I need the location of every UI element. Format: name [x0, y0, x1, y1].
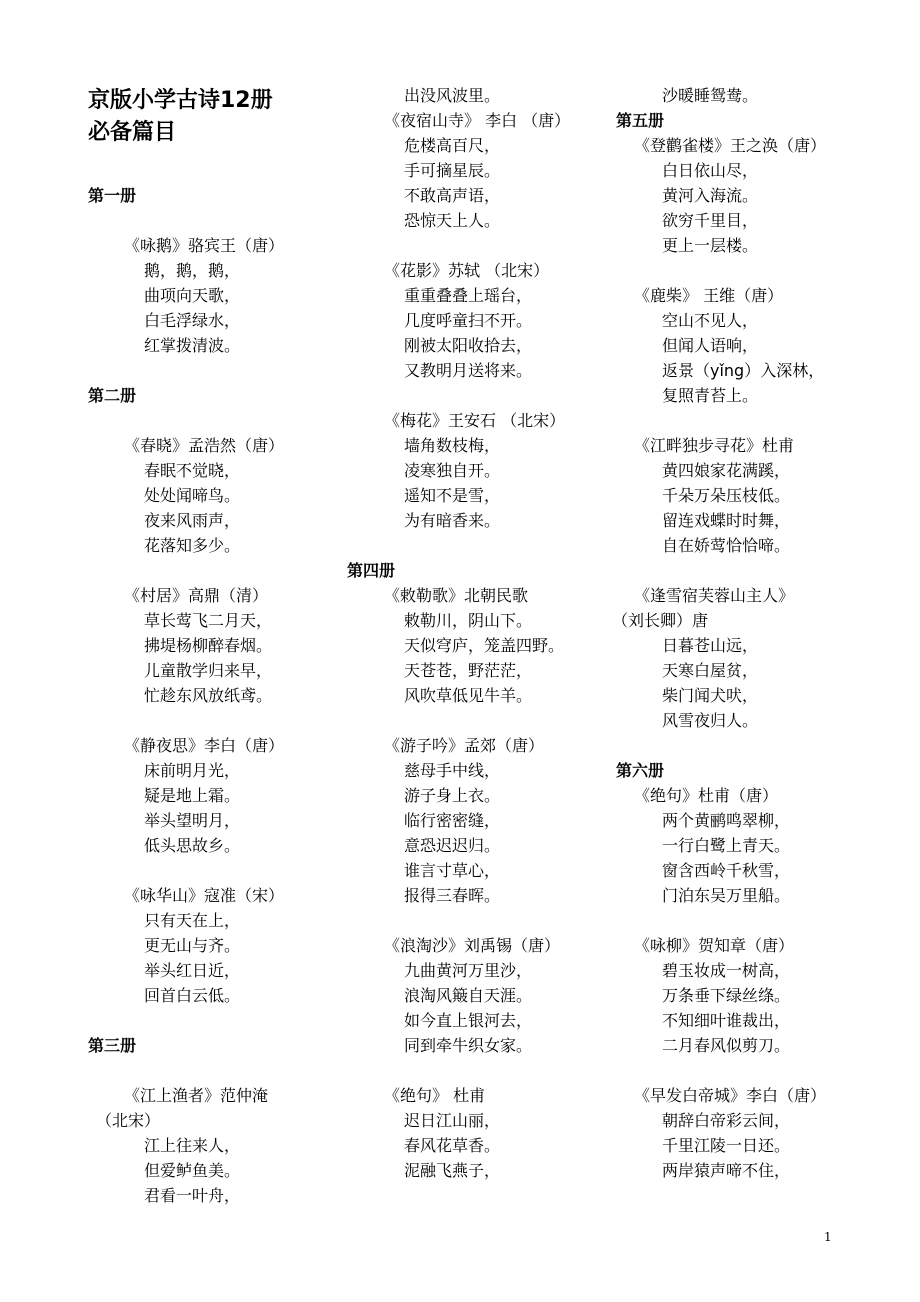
- poem-line: 不敢高声语，: [404, 186, 501, 205]
- poem-line: 二月春风似剪刀。: [662, 1036, 791, 1055]
- poem-line: 曲项向天歌，: [144, 286, 241, 305]
- section-label: 第四册: [347, 561, 396, 580]
- poem-heading: （刘长卿）唐: [612, 611, 709, 630]
- poem-heading: 《逢雪宿芙蓉山主人》: [634, 586, 795, 605]
- document-title-line-1: 京版小学古诗12册: [88, 88, 273, 113]
- poem-line: 只有天在上，: [144, 911, 241, 930]
- section-label: 第二册: [88, 386, 137, 405]
- poem-line: 两岸猿声啼不住，: [662, 1161, 791, 1180]
- poem-line: 千朵万朵压枝低。: [662, 486, 791, 505]
- poem-line: 万条垂下绿丝绦。: [662, 986, 791, 1005]
- poem-line: 两个黄鹂鸣翠柳，: [662, 811, 791, 830]
- poem-line: 复照青苔上。: [662, 386, 759, 405]
- poem-line: 春风花草香。: [404, 1136, 501, 1155]
- poem-line: 黄四娘家花满蹊，: [662, 461, 791, 480]
- page-number: 1: [824, 1230, 832, 1244]
- poem-line: 九曲黄河万里沙，: [404, 961, 533, 980]
- poem-line: 留连戏蝶时时舞，: [662, 511, 791, 530]
- poem-line: 重重叠叠上瑶台，: [404, 286, 533, 305]
- poem-line: 泥融飞燕子，: [404, 1161, 501, 1180]
- poem-line: 处处闻啼鸟。: [144, 486, 241, 505]
- poem-line: 刚被太阳收拾去，: [404, 336, 533, 355]
- section-label: 第五册: [616, 111, 665, 130]
- poem-heading: 《静夜思》李白（唐）: [124, 736, 285, 755]
- poem-heading: 《江上渔者》范仲淹: [124, 1086, 269, 1105]
- poem-line: 鹅，鹅，鹅，: [144, 261, 241, 280]
- poem-line: 沙暖睡鸳鸯。: [662, 86, 759, 105]
- poem-heading: 《梅花》王安石 （北宋）: [384, 411, 566, 430]
- poem-line: 几度呼童扫不开。: [404, 311, 533, 330]
- poem-line: 不知细叶谁裁出，: [662, 1011, 791, 1030]
- poem-line: 江上往来人，: [144, 1136, 241, 1155]
- poem-line: 日暮苍山远，: [662, 636, 759, 655]
- poem-line: 窗含西岭千秋雪，: [662, 861, 791, 880]
- poem-line: 浪淘风簸自天涯。: [404, 986, 533, 1005]
- poem-line: 草长莺飞二月天，: [144, 611, 273, 630]
- poem-line: 返景（yǐng）入深林，: [662, 361, 825, 380]
- poem-heading: （北宋）: [96, 1111, 161, 1130]
- poem-heading: 《花影》苏轼 （北宋）: [384, 261, 550, 280]
- poem-line: 白毛浮绿水，: [144, 311, 241, 330]
- poem-line: 空山不见人，: [662, 311, 759, 330]
- poem-line: 报得三春晖。: [404, 886, 501, 905]
- poem-heading: 《夜宿山寺》 李白 （唐）: [384, 111, 571, 130]
- document-title-line-2: 必备篇目: [88, 120, 177, 145]
- poem-line: 天似穹庐，笼盖四野。: [404, 636, 565, 655]
- poem-line: 凌寒独自开。: [404, 461, 501, 480]
- poem-line: 危楼高百尺，: [404, 136, 501, 155]
- poem-heading: 《咏柳》贺知章（唐）: [634, 936, 795, 955]
- poem-line: 忙趁东风放纸鸢。: [144, 686, 273, 705]
- poem-heading: 《村居》高鼎（清）: [124, 586, 269, 605]
- poem-line: 遥知不是雪，: [404, 486, 501, 505]
- poem-line: 回首白云低。: [144, 986, 241, 1005]
- poem-line: 天寒白屋贫，: [662, 661, 759, 680]
- poem-line: 花落知多少。: [144, 536, 241, 555]
- poem-line: 又教明月送将来。: [404, 361, 533, 380]
- poem-line: 墙角数枝梅，: [404, 436, 501, 455]
- poem-line: 意恐迟迟归。: [404, 836, 501, 855]
- section-label: 第三册: [88, 1036, 137, 1055]
- poem-line: 更无山与齐。: [144, 936, 241, 955]
- poem-line: 手可摘星辰。: [404, 161, 501, 180]
- poem-line: 敕勒川，阴山下。: [404, 611, 533, 630]
- poem-line: 低头思故乡。: [144, 836, 241, 855]
- poem-heading: 《咏华山》寇准（宋）: [124, 886, 285, 905]
- poem-heading: 《游子吟》孟郊（唐）: [384, 736, 545, 755]
- poem-line: 春眠不觉晓，: [144, 461, 241, 480]
- poem-heading: 《绝句》杜甫（唐）: [634, 786, 779, 805]
- poem-heading: 《咏鹅》骆宾王（唐）: [124, 236, 285, 255]
- poem-line: 一行白鹭上青天。: [662, 836, 791, 855]
- poem-line: 床前明月光，: [144, 761, 241, 780]
- poem-line: 柴门闻犬吠，: [662, 686, 759, 705]
- poem-line: 欲穷千里目，: [662, 211, 759, 230]
- poem-heading: 《敕勒歌》北朝民歌: [384, 586, 529, 605]
- poem-line: 白日依山尽，: [662, 161, 759, 180]
- poem-line: 红掌拨清波。: [144, 336, 241, 355]
- poem-line: 举头红日近，: [144, 961, 241, 980]
- poem-line: 出没风波里。: [404, 86, 501, 105]
- poem-line: 风雪夜归人。: [662, 711, 759, 730]
- poem-line: 但闻人语响，: [662, 336, 759, 355]
- poem-line: 为有暗香来。: [404, 511, 501, 530]
- poem-line: 门泊东吴万里船。: [662, 886, 791, 905]
- poem-line: 儿童散学归来早，: [144, 661, 273, 680]
- poem-line: 慈母手中线，: [404, 761, 501, 780]
- section-label: 第一册: [88, 186, 137, 205]
- poem-line: 如今直上银河去，: [404, 1011, 533, 1030]
- poem-heading: 《绝句》 杜甫: [384, 1086, 486, 1105]
- poem-heading: 《浪淘沙》刘禹锡（唐）: [384, 936, 561, 955]
- poem-line: 自在娇莺恰恰啼。: [662, 536, 791, 555]
- poem-line: 疑是地上霜。: [144, 786, 241, 805]
- poem-line: 黄河入海流。: [662, 186, 759, 205]
- poem-line: 游子身上衣。: [404, 786, 501, 805]
- poem-line: 君看一叶舟，: [144, 1186, 241, 1205]
- poem-line: 千里江陵一日还。: [662, 1136, 791, 1155]
- poem-line: 拂堤杨柳醉春烟。: [144, 636, 273, 655]
- poem-line: 夜来风雨声，: [144, 511, 241, 530]
- poem-heading: 《江畔独步寻花》杜甫: [634, 436, 795, 455]
- poem-heading: 《登鹳雀楼》王之涣（唐）: [634, 136, 827, 155]
- poem-line: 谁言寸草心，: [404, 861, 501, 880]
- poem-line: 天苍苍，野茫茫，: [404, 661, 533, 680]
- poem-line: 同到牵牛织女家。: [404, 1036, 533, 1055]
- section-label: 第六册: [616, 761, 665, 780]
- poem-line: 碧玉妆成一树高，: [662, 961, 791, 980]
- poem-line: 但爱鲈鱼美。: [144, 1161, 241, 1180]
- poem-line: 迟日江山丽，: [404, 1111, 501, 1130]
- poem-line: 恐惊天上人。: [404, 211, 501, 230]
- poem-heading: 《鹿柴》 王维（唐）: [634, 286, 784, 305]
- poem-line: 临行密密缝，: [404, 811, 501, 830]
- poem-heading: 《春晓》孟浩然（唐）: [124, 436, 285, 455]
- poem-heading: 《早发白帝城》李白（唐）: [634, 1086, 827, 1105]
- poem-line: 朝辞白帝彩云间，: [662, 1111, 791, 1130]
- poem-line: 风吹草低见牛羊。: [404, 686, 533, 705]
- poem-line: 举头望明月，: [144, 811, 241, 830]
- poem-line: 更上一层楼。: [662, 236, 759, 255]
